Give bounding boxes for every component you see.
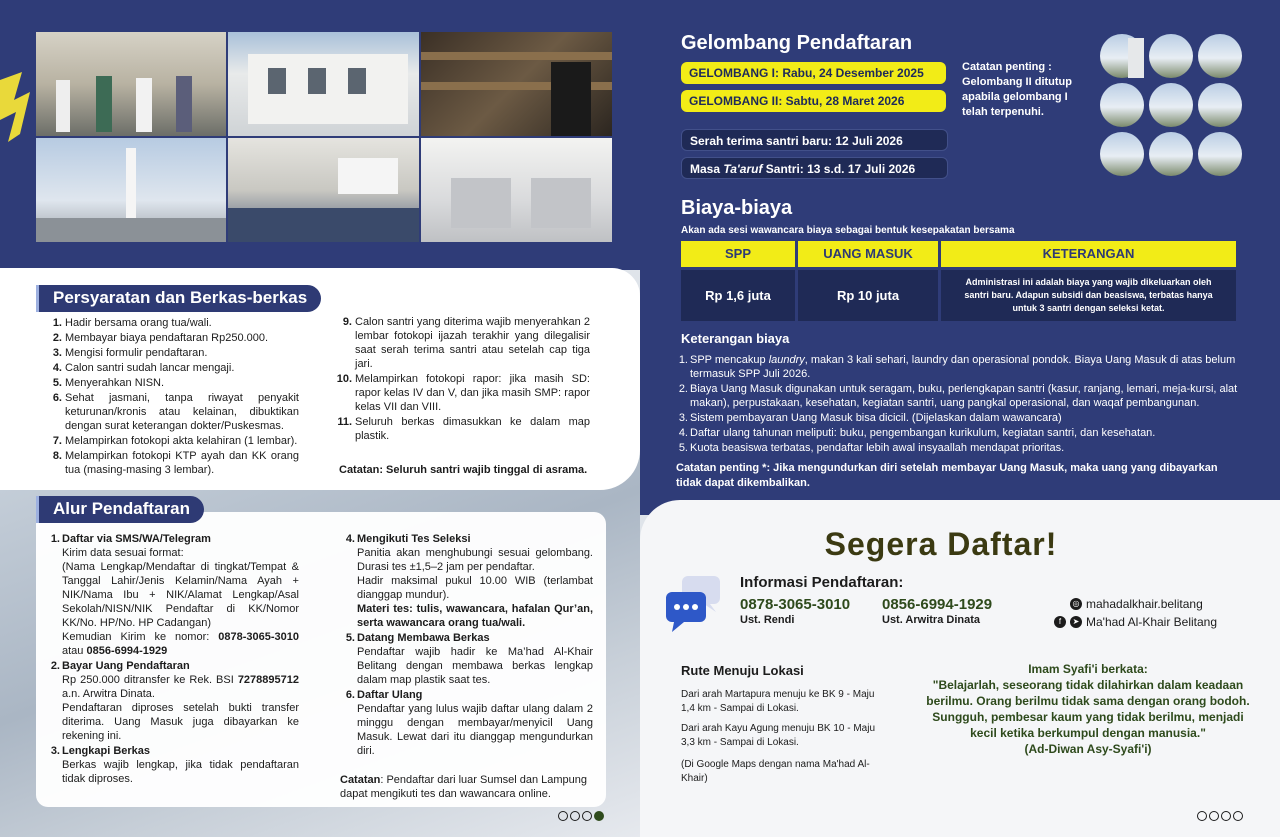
quote-author: Imam Syafi'i berkata: [1028,662,1148,676]
biaya-subtitle: Akan ada sesi wawancara biaya sebagai bentuk kesepakatan bersama [681,225,1015,236]
fee-header-spp: SPP [681,241,795,267]
photo-dormitory [421,138,612,242]
fee-keterangan-value: Administrasi ini adalah biaya yang wajib dikeluarkan oleh santri baru. Adapun subsidi dan beasiswa, terbatas hanya untuk 3 santri dengan seleksi ketat. [941,270,1236,321]
phone-rendi[interactable]: 0878-3065-3010 [740,596,851,613]
route-martapura: Dari arah Martapura menuju ke BK 9 - Maju 1,4 km - Sampai di Lokasi. [681,689,875,714]
fee-header-uang-masuk: UANG MASUK [798,241,938,267]
list-item: 11. Seluruh berkas dimasukkan ke dalam map plastik. [337,416,590,442]
serah-terima: Serah terima santri baru: 12 Juli 2026 [681,129,948,151]
biaya-important-note: Catatan penting *: Jika mengundurkan diri setelah membayar Uang Masuk, maka uang yang dibayarkan tidak dapat dikembalikan. [676,462,1218,489]
phone-arwitra[interactable]: 0856-6994-1929 [882,596,993,613]
page-dot [570,811,580,821]
list-item: 7. Melampirkan fotokopi akta kelahiran (1 lembar). [52,435,298,447]
list-item: 2. Membayar biaya pendaftaran Rp250.000. [52,332,269,344]
gelombang-1: GELOMBANG I: Rabu, 24 Desember 2025 [681,62,946,84]
list-item: 1. SPP mencakup laundry, makan 3 kali sehari, laundry dan operasional pondok. Biaya Uang Masuk di atas belum termasuk SPP Juli 2026. [678,354,1236,380]
photo-mosque-tower [36,138,226,242]
flow-step: 2. Bayar Uang Pendaftaran Rp 250.000 ditransfer ke Rek. BSI 7278895712 a.n. Arwitra Dinata. Pendaftaran diproses setelah bukti transfer diterima. Uang Masuk juga dibayarkan ke rekening ini. [50,660,299,742]
page-dot [1221,811,1231,821]
requirements-title: Persyaratan dan Berkas-berkas [36,285,321,312]
route-title: Rute Menuju Lokasi [681,663,804,678]
gelombang-title: Gelombang Pendaftaran [681,32,913,54]
biaya-title: Biaya-biaya [681,197,793,219]
list-item: 4. Calon santri sudah lancar mengaji. [52,362,235,374]
page-dot [558,811,568,821]
fee-table [681,241,1236,321]
requirements-list-right [332,315,590,444]
list-item: 5. Kuota beasiswa terbatas, pendaftar lebih awal insyaallah mendapat prioritas. [678,442,1065,454]
instagram-link[interactable]: ◎ mahadalkhair.belitang [1070,597,1203,611]
flow-step: 6. Daftar Ulang Pendaftar yang lulus wajib daftar ulang dalam 2 minggu dengan membayar/menyicil Uang Masuk. Lewat dari itu dianggap mengundurkan diri. [345,689,593,757]
list-item: 6. Sehat jasmani, tanpa riwayat penyakit keturunan/kronis atau kelainan, dibuktikan dengan surat keterangan dokter/Puskesmas. [52,392,299,432]
list-item: 4. Daftar ulang tahunan meliputi: buku, pengembangan kurikulum, kegiatan santri, dan kesehatan. [678,427,1156,439]
page-indicator-right [1197,811,1243,821]
fee-spp-value: Rp 1,6 juta [681,270,795,321]
gelombang-2: GELOMBANG II: Sabtu, 28 Maret 2026 [681,90,946,112]
flow-steps-right [341,532,593,759]
info-title: Informasi Pendaftaran: [740,574,904,591]
list-item: 10. Melampirkan fotokopi rapor: jika masih SD: rapor kelas IV dan V, dan jika masih SMP: rapor kelas VII dan VIII. [336,373,590,413]
fee-header-keterangan: KETERANGAN [941,241,1236,267]
route-kayu-agung: Dari arah Kayu Agung menuju BK 10 - Maju 3,3 km - Sampai di Lokasi. [681,723,875,748]
page-dot-active [594,811,604,821]
telegram-icon: ➤ [1070,616,1082,628]
cta-title: Segera Daftar! [824,526,1058,562]
quote-text: "Belajarlah, seseorang tidak dilahirkan dalam keadaan berilmu. Orang berilmu tidak sama dengan orang bodoh. Sungguh, pembesar kaum yang tidak berilmu, menjadi kecil ketika berkumpul dengan manusia." [926,678,1250,740]
instagram-icon: ◎ [1070,598,1082,610]
quote-source: (Ad-Diwan Asy-Syafi'i) [1024,742,1152,756]
ribbon-decoration [0,72,34,142]
list-item: 3. Sistem pembayaran Uang Masuk bisa dicicil. (Dijelaskan dalam wawancara) [678,412,1062,424]
list-item: 9. Calon santri yang diterima wajib menyerahkan 2 lembar fotokopi ijazah terakhir yang dilegalisir saat serah terima santri atau setelah cap tiga jari. [342,316,590,370]
photo-students-praying [36,32,226,136]
students-photo-circles [1098,32,1244,178]
flow-note: Catatan: Pendaftar dari luar Sumsel dan Lampung dapat mengikuti tes dan wawancara online. [340,774,588,800]
route-maps-note: (Di Google Maps dengan nama Ma'had Al-Khair) [681,759,870,784]
gelombang-note: Catatan penting : Gelombang II ditutup apabila gelombang I telah terpenuhi. [962,61,1072,118]
flow-step: 1. Daftar via SMS/WA/Telegram Kirim data sesuai format: (Nama Lengkap/Mendaftar di tingkat/Tempat & Tanggal Lahir/Jenis Kelamin/Nama Ayah + NIK/Nama Ibu + NIK/Alamat Lengkap/Asal Sekolah/NISN/NIK Pendaftar di KK/Nomor KK/No. HP/No. HP Cadangan) Kemudian Kirim ke nomor: 0878-3065-3010 atau 0856-6994-1929 [50,533,299,657]
masa-taaruf: Masa Ta'aruf Santri: 13 s.d. 17 Juli 2026 [681,157,948,179]
page-dot [1197,811,1207,821]
list-item: 3. Mengisi formulir pendaftaran. [52,347,208,359]
contact-name-arwitra: Ust. Arwitra Dinata [882,614,981,626]
flow-step: 3. Lengkapi Berkas Berkas wajib lengkap, jika tidak pendaftaran tidak diproses. [50,745,299,785]
page-indicator-left [558,811,604,821]
page-dot [1209,811,1219,821]
facebook-icon: f [1054,616,1066,628]
requirements-note: Catatan: Seluruh santri wajib tinggal di asrama. [339,464,588,476]
photo-classroom [228,138,419,242]
imam-syafii-quote [920,661,1256,757]
requirements-list-left [48,316,299,478]
keterangan-biaya-list [676,353,1242,456]
photo-collage [36,32,608,242]
flow-title: Alur Pendaftaran [36,496,204,523]
flow-step: 5. Datang Membawa Berkas Pendaftar wajib hadir ke Ma’had Al-Khair Belitang dengan membawa berkas lengkap dalam map plastik saat tes. [345,632,593,686]
photo-building [228,32,419,136]
page-dot [582,811,592,821]
contact-name-rendi: Ust. Rendi [740,614,795,626]
facebook-telegram-link[interactable]: f ➤ Ma'had Al-Khair Belitang [1054,615,1217,629]
chat-bubbles-icon [664,574,724,634]
page-dot [1233,811,1243,821]
flow-steps-left [46,532,299,787]
flow-step: 4. Mengikuti Tes Seleksi Panitia akan menghubungi sesuai gelombang. Durasi tes ±1,5–2 jam per pendaftar. Hadir maksimal pukul 10.00 WIB (terlambat dianggap mundur). Materi tes: tulis, wawancara, hafalan Qur’an, serta wawancara orang tua/wali. [345,533,593,629]
list-item: 8. Melampirkan fotokopi KTP ayah dan KK orang tua (masing-masing 3 lembar). [52,450,299,476]
photo-library [421,32,612,136]
keterangan-biaya-title: Keterangan biaya [681,331,790,346]
list-item: 5. Menyerahkan NISN. [52,377,165,389]
fee-uang-masuk-value: Rp 10 juta [798,270,938,321]
list-item: 2. Biaya Uang Masuk digunakan untuk seragam, buku, perlengkapan santri (kasur, ranjang, lemari, meja-kursi, alat makan), perpustakaan, kesehatan, kegiatan santri, uang pangkal operasional, dan waqaf pembangunan. [678,383,1238,409]
list-item: 1. Hadir bersama orang tua/wali. [52,317,212,329]
